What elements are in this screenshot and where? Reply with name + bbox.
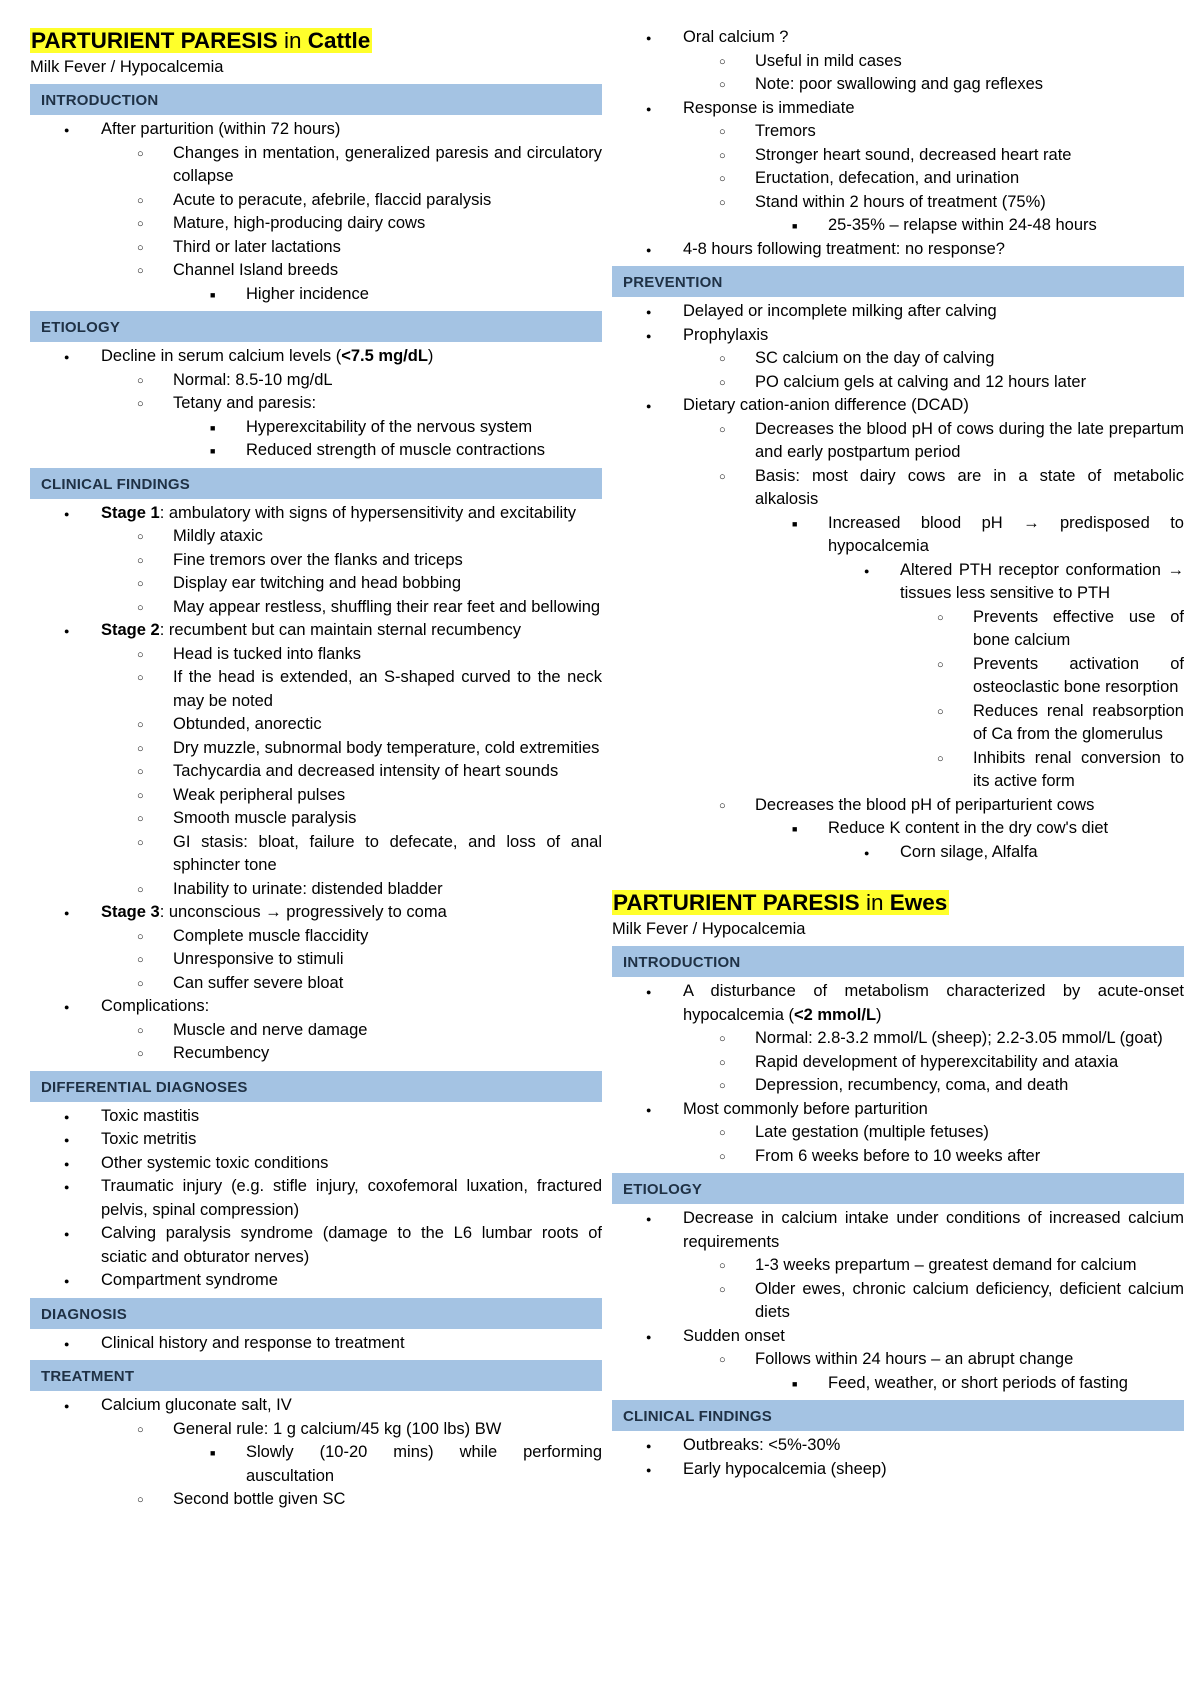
list-item-text: Depression, recumbency, coma, and death (755, 1076, 1069, 1094)
cattle-diagnosis-list (30, 1332, 602, 1356)
list-item-emphasis: <7.5 mg/dL (341, 347, 428, 365)
disc-bullet-icon (646, 324, 651, 349)
disc-bullet-icon (864, 841, 869, 866)
circle-bullet-icon (137, 972, 144, 997)
list-item-text: Altered PTH receptor conformation → tissues less sensitive to PTH (900, 560, 1184, 602)
list-item (30, 1105, 602, 1129)
list-item-text: Late gestation (multiple fetuses) (755, 1123, 989, 1141)
circle-bullet-icon (719, 191, 726, 216)
ewes-introduction-header: INTRODUCTION (612, 946, 1184, 977)
circle-bullet-icon (137, 369, 144, 394)
list-item-text: Traumatic injury (e.g. stifle injury, coxofemoral luxation, fractured pelvis, spinal compression) (101, 1177, 602, 1219)
disc-bullet-icon (646, 300, 651, 325)
list-item (612, 559, 1184, 606)
disc-bullet-icon (646, 1458, 651, 1483)
ewes-etiology-header: ETIOLOGY (612, 1173, 1184, 1204)
list-item-text: Stronger heart sound, decreased heart rate (755, 145, 1072, 164)
list-item-text: Dry muzzle, subnormal body temperature, cold extremities (173, 738, 600, 757)
disc-bullet-icon (646, 26, 651, 51)
list-item (30, 236, 602, 260)
list-item (612, 324, 1184, 348)
list-item-text: Rapid development of hyperexcitability and ataxia (755, 1052, 1119, 1071)
circle-bullet-icon (137, 737, 144, 762)
list-item-text: Reduced strength of muscle contractions (246, 441, 545, 459)
list-item (612, 214, 1184, 238)
list-item (612, 1325, 1184, 1349)
list-item (30, 925, 602, 949)
disc-bullet-icon (646, 97, 651, 122)
circle-bullet-icon (137, 525, 144, 550)
list-item (612, 1348, 1184, 1372)
list-item-text: Can suffer severe bloat (173, 973, 344, 992)
circle-bullet-icon (719, 371, 726, 396)
circle-bullet-icon (137, 189, 144, 214)
list-item (30, 901, 602, 925)
list-item (30, 596, 602, 620)
list-item (612, 1207, 1184, 1254)
list-item (30, 831, 602, 878)
list-item (30, 525, 602, 549)
list-item-text: Obtunded, anorectic (173, 715, 322, 733)
list-item-text: ) (876, 1005, 882, 1024)
circle-bullet-icon (137, 596, 144, 621)
list-item (30, 1269, 602, 1293)
circle-bullet-icon (719, 418, 726, 443)
ewes-title-main: PARTURIENT PARESIS (613, 890, 860, 915)
disc-bullet-icon (64, 1269, 69, 1294)
disc-bullet-icon (646, 238, 651, 263)
list-item (30, 142, 602, 189)
circle-bullet-icon (719, 1278, 726, 1303)
list-item (30, 1222, 602, 1269)
list-item (612, 418, 1184, 465)
list-item (612, 1051, 1184, 1075)
list-item (612, 1458, 1184, 1482)
circle-bullet-icon (719, 144, 726, 169)
circle-bullet-icon (137, 784, 144, 809)
list-item-text: Feed, weather, or short periods of fasting (828, 1373, 1128, 1392)
disc-bullet-icon (64, 995, 69, 1020)
disc-bullet-icon (64, 901, 69, 926)
circle-bullet-icon (137, 925, 144, 950)
list-item-text: From 6 weeks before to 10 weeks after (755, 1146, 1041, 1165)
disc-bullet-icon (64, 1128, 69, 1153)
square-bullet-icon (210, 1441, 215, 1466)
circle-bullet-icon (137, 549, 144, 574)
list-item (612, 1074, 1184, 1098)
cattle-diagnosis-header: DIAGNOSIS (30, 1298, 602, 1329)
circle-bullet-icon (719, 1051, 726, 1076)
list-item-text: Muscle and nerve damage (173, 1020, 368, 1039)
cattle-prevention-list (612, 300, 1184, 864)
cattle-title-species: Cattle (307, 28, 371, 53)
list-item-text: Acute to peracute, afebrile, flaccid paralysis (173, 190, 492, 209)
ewes-etiology-list (612, 1207, 1184, 1395)
ewes-clinical-findings-list (612, 1434, 1184, 1481)
ewes-title-in: in (859, 890, 890, 915)
list-item-text: Most commonly before parturition (683, 1099, 928, 1118)
list-item-text: Oral calcium ? (683, 28, 789, 46)
list-item (30, 666, 602, 713)
list-item-text: Tremors (755, 122, 816, 140)
list-item-text: Weak peripheral pulses (173, 785, 346, 804)
circle-bullet-icon (719, 1254, 726, 1279)
list-item-text: Response is immediate (683, 98, 855, 117)
circle-bullet-icon (137, 1488, 144, 1513)
list-item (612, 26, 1184, 50)
list-item (612, 794, 1184, 818)
list-item-text: Dietary cation-anion difference (DCAD) (683, 396, 969, 414)
disc-bullet-icon (864, 559, 869, 584)
square-bullet-icon (210, 416, 215, 441)
list-item (612, 1121, 1184, 1145)
list-item (612, 191, 1184, 215)
disc-bullet-icon (646, 1207, 651, 1232)
list-item (612, 50, 1184, 74)
list-item-text: Hyperexcitability of the nervous system (246, 417, 533, 436)
list-item (612, 73, 1184, 97)
list-item (612, 747, 1184, 794)
list-item-text: Stand within 2 hours of treatment (75%) (755, 192, 1046, 211)
list-item (30, 572, 602, 596)
circle-bullet-icon (719, 1145, 726, 1170)
list-item-text: Early hypocalcemia (sheep) (683, 1459, 887, 1478)
section-gap (612, 864, 1184, 888)
list-item-text: Inhibits renal conversion to its active form (973, 748, 1184, 790)
circle-bullet-icon (937, 606, 944, 631)
circle-bullet-icon (137, 643, 144, 668)
list-item-text: 4-8 hours following treatment: no response? (683, 239, 1005, 258)
circle-bullet-icon (719, 1121, 726, 1146)
list-item-text: Complete muscle flaccidity (173, 926, 369, 945)
right-column (612, 26, 1184, 1481)
list-item (612, 1145, 1184, 1169)
cattle-etiology-header: ETIOLOGY (30, 311, 602, 342)
circle-bullet-icon (137, 572, 144, 597)
circle-bullet-icon (937, 700, 944, 725)
list-item-text: Prevents activation of osteoclastic bone resorption (973, 654, 1184, 696)
circle-bullet-icon (137, 713, 144, 738)
list-item (30, 283, 602, 307)
list-item-text: Changes in mentation, generalized paresis and circulatory collapse (173, 143, 602, 185)
cattle-differential-diagnoses-header: DIFFERENTIAL DIAGNOSES (30, 1071, 602, 1102)
circle-bullet-icon (719, 1074, 726, 1099)
square-bullet-icon (792, 512, 797, 537)
circle-bullet-icon (719, 465, 726, 490)
list-item (612, 1278, 1184, 1325)
list-item-text: Outbreaks: <5%-30% (683, 1436, 841, 1454)
circle-bullet-icon (137, 1042, 144, 1067)
list-item-emphasis: Stage 2 (101, 621, 160, 639)
list-item (30, 760, 602, 784)
list-item-text: Mature, high-producing dairy cows (173, 214, 426, 232)
list-item (30, 1019, 602, 1043)
circle-bullet-icon (719, 794, 726, 819)
list-item (612, 347, 1184, 371)
list-item-text: Corn silage, Alfalfa (900, 842, 1038, 861)
ewes-introduction-list (612, 980, 1184, 1168)
list-item-text: 1-3 weeks prepartum – greatest demand for calcium (755, 1256, 1137, 1274)
cattle-differential-diagnoses-list (30, 1105, 602, 1293)
list-item-emphasis: Stage 3 (101, 903, 160, 921)
cattle-etiology-list (30, 345, 602, 463)
ewes-clinical-findings-header: CLINICAL FINDINGS (612, 1400, 1184, 1431)
list-item (612, 120, 1184, 144)
list-item (30, 1332, 602, 1356)
list-item-text: Inability to urinate: distended bladder (173, 879, 443, 898)
circle-bullet-icon (137, 807, 144, 832)
list-item-text: Complications: (101, 997, 210, 1015)
list-item (30, 416, 602, 440)
disc-bullet-icon (646, 394, 651, 419)
list-item-text: GI stasis: bloat, failure to defecate, and loss of anal sphincter tone (173, 832, 602, 874)
list-item (30, 1152, 602, 1176)
list-item-text: Tachycardia and decreased intensity of heart sounds (173, 762, 559, 780)
circle-bullet-icon (137, 948, 144, 973)
list-item-text: SC calcium on the day of calving (755, 349, 995, 367)
disc-bullet-icon (64, 118, 69, 143)
circle-bullet-icon (137, 1418, 144, 1443)
cattle-treatment-continued-list (612, 26, 1184, 261)
list-item-text: Head is tucked into flanks (173, 644, 362, 663)
list-item-text: Tetany and paresis: (173, 394, 317, 412)
list-item (612, 465, 1184, 512)
square-bullet-icon (210, 283, 215, 308)
circle-bullet-icon (137, 831, 144, 856)
list-item-text: Delayed or incomplete milking after calving (683, 302, 997, 320)
disc-bullet-icon (64, 502, 69, 527)
circle-bullet-icon (719, 50, 726, 75)
list-item-text: Normal: 8.5-10 mg/dL (173, 370, 333, 389)
list-item (30, 807, 602, 831)
list-item-text: Useful in mild cases (755, 51, 902, 70)
left-column (30, 26, 602, 1512)
list-item (30, 212, 602, 236)
list-item (30, 995, 602, 1019)
list-item-text: Mildly ataxic (173, 527, 263, 545)
list-item-text: Second bottle given SC (173, 1490, 346, 1508)
circle-bullet-icon (937, 653, 944, 678)
list-item-text: ) (427, 347, 434, 365)
list-item (30, 878, 602, 902)
list-item-text: Basis: most dairy cows are in a state of metabolic alkalosis (755, 466, 1184, 508)
disc-bullet-icon (64, 345, 69, 370)
list-item (30, 1128, 602, 1152)
list-item (30, 1394, 602, 1418)
list-item-text: Higher incidence (246, 284, 369, 303)
list-item (30, 1042, 602, 1066)
list-item-text: Prevents effective use of bone calcium (973, 607, 1184, 649)
cattle-treatment-header: TREATMENT (30, 1360, 602, 1391)
cattle-title (30, 26, 602, 55)
disc-bullet-icon (64, 1152, 69, 1177)
list-item-text: General rule: 1 g calcium/45 kg (100 lbs) BW (173, 1419, 502, 1438)
cattle-subtitle: Milk Fever / Hypocalcemia (30, 58, 224, 76)
list-item-text: : ambulatory with signs of hypersensitivity and excitability (159, 503, 577, 522)
list-item-text: May appear restless, shuffling their rear feet and bellowing (173, 597, 601, 616)
list-item-text: Smooth muscle paralysis (173, 809, 357, 827)
list-item (30, 643, 602, 667)
cattle-title-main: PARTURIENT PARESIS (31, 28, 278, 53)
list-item-text: Follows within 24 hours – an abrupt change (755, 1350, 1074, 1368)
list-item (612, 1434, 1184, 1458)
list-item-text: Increased blood pH → predisposed to hypocalcemia (828, 513, 1184, 555)
list-item-text: Fine tremors over the flanks and triceps (173, 550, 463, 569)
list-item-emphasis: Stage 1 (101, 503, 160, 522)
list-item (612, 1027, 1184, 1051)
list-item (612, 371, 1184, 395)
circle-bullet-icon (719, 1348, 726, 1373)
circle-bullet-icon (137, 259, 144, 284)
list-item-text: Unresponsive to stimuli (173, 950, 344, 968)
list-item (612, 606, 1184, 653)
disc-bullet-icon (64, 1105, 69, 1130)
disc-bullet-icon (64, 1175, 69, 1200)
list-item (30, 189, 602, 213)
list-item (612, 1098, 1184, 1122)
list-item (612, 980, 1184, 1027)
list-item-text: PO calcium gels at calving and 12 hours later (755, 372, 1087, 391)
list-item (30, 549, 602, 573)
cattle-clinical-findings-list (30, 502, 602, 1066)
list-item (612, 817, 1184, 841)
list-item-text: Slowly (10-20 mins) while performing auscultation (246, 1443, 602, 1485)
disc-bullet-icon (646, 1434, 651, 1459)
list-item-text: 25-35% – relapse within 24-48 hours (828, 216, 1097, 234)
disc-bullet-icon (646, 980, 651, 1005)
cattle-clinical-findings-header: CLINICAL FINDINGS (30, 468, 602, 499)
list-item (30, 345, 602, 369)
list-item (612, 700, 1184, 747)
list-item-text: Recumbency (173, 1044, 270, 1062)
list-item (30, 392, 602, 416)
list-item-text: Other systemic toxic conditions (101, 1153, 329, 1172)
list-item (30, 713, 602, 737)
square-bullet-icon (792, 1372, 797, 1397)
cattle-title-in: in (277, 28, 308, 53)
list-item-text: Toxic mastitis (101, 1106, 200, 1125)
disc-bullet-icon (64, 1394, 69, 1419)
list-item-text: Eructation, defecation, and urination (755, 169, 1020, 187)
list-item (30, 1441, 602, 1488)
list-item-text: Note: poor swallowing and gag reflexes (755, 75, 1044, 93)
list-item (30, 259, 602, 283)
ewes-subtitle: Milk Fever / Hypocalcemia (612, 920, 806, 938)
circle-bullet-icon (137, 142, 144, 167)
disc-bullet-icon (64, 619, 69, 644)
square-bullet-icon (792, 817, 797, 842)
cattle-prevention-header: PREVENTION (612, 266, 1184, 297)
circle-bullet-icon (137, 1019, 144, 1044)
list-item (612, 167, 1184, 191)
circle-bullet-icon (137, 212, 144, 237)
list-item (612, 300, 1184, 324)
list-item (30, 502, 602, 526)
list-item (612, 841, 1184, 865)
list-item (30, 948, 602, 972)
cattle-treatment-list (30, 1394, 602, 1512)
circle-bullet-icon (137, 392, 144, 417)
circle-bullet-icon (719, 347, 726, 372)
list-item-text: Decrease in calcium intake under conditions of increased calcium requirements (683, 1209, 1184, 1251)
circle-bullet-icon (137, 760, 144, 785)
list-item (612, 1372, 1184, 1396)
list-item-text: Decreases the blood pH of cows during the late prepartum and early postpartum period (755, 419, 1184, 461)
list-item-text: Older ewes, chronic calcium deficiency, deficient calcium diets (755, 1279, 1184, 1321)
list-item (30, 439, 602, 463)
list-item-text: A disturbance of metabolism characterized by acute-onset hypocalcemia ( (683, 982, 1184, 1024)
list-item (30, 1418, 602, 1442)
disc-bullet-icon (646, 1098, 651, 1123)
disc-bullet-icon (64, 1222, 69, 1247)
list-item (30, 369, 602, 393)
disc-bullet-icon (64, 1332, 69, 1357)
list-item (30, 1488, 602, 1512)
list-item-text: Decreases the blood pH of periparturient cows (755, 795, 1095, 814)
circle-bullet-icon (719, 1027, 726, 1052)
list-item-text: : unconscious → progressively to coma (159, 903, 447, 921)
list-item-text: Calving paralysis syndrome (damage to the L6 lumbar roots of sciatic and obturator nerves) (101, 1224, 602, 1266)
list-item (612, 1254, 1184, 1278)
square-bullet-icon (210, 439, 215, 464)
list-item-text: Reduces renal reabsorption of Ca from the glomerulus (973, 701, 1184, 743)
list-item (612, 512, 1184, 559)
cattle-introduction-header: INTRODUCTION (30, 84, 602, 115)
list-item (30, 972, 602, 996)
list-item (612, 653, 1184, 700)
list-item (30, 737, 602, 761)
list-item-text: Toxic metritis (101, 1130, 197, 1148)
list-item-text: Decline in serum calcium levels ( (101, 347, 342, 365)
cattle-introduction-list (30, 118, 602, 306)
list-item-text: : recumbent but can maintain sternal recumbency (159, 621, 522, 639)
list-item-text: Normal: 2.8-3.2 mmol/L (sheep); 2.2-3.05 mmol/L (goat) (755, 1029, 1163, 1047)
list-item-text: Reduce K content in the dry cow's diet (828, 819, 1109, 837)
list-item (30, 619, 602, 643)
list-item (30, 1175, 602, 1222)
list-item-text: If the head is extended, an S-shaped curved to the neck may be noted (173, 668, 602, 710)
circle-bullet-icon (137, 666, 144, 691)
list-item (30, 784, 602, 808)
circle-bullet-icon (719, 167, 726, 192)
circle-bullet-icon (937, 747, 944, 772)
list-item-text: Display ear twitching and head bobbing (173, 574, 462, 592)
list-item (612, 144, 1184, 168)
ewes-title-species: Ewes (889, 890, 948, 915)
circle-bullet-icon (137, 878, 144, 903)
list-item-text: Prophylaxis (683, 325, 769, 344)
list-item (30, 118, 602, 142)
list-item-text: Third or later lactations (173, 237, 341, 256)
list-item-text: After parturition (within 72 hours) (101, 120, 341, 138)
list-item-text: Channel Island breeds (173, 261, 339, 279)
list-item-text: Clinical history and response to treatment (101, 1333, 405, 1352)
circle-bullet-icon (719, 120, 726, 145)
square-bullet-icon (792, 214, 797, 239)
circle-bullet-icon (137, 236, 144, 261)
circle-bullet-icon (719, 73, 726, 98)
list-item-emphasis: <2 mmol/L (793, 1005, 877, 1024)
list-item-text: Compartment syndrome (101, 1271, 278, 1289)
list-item (612, 394, 1184, 418)
disc-bullet-icon (646, 1325, 651, 1350)
list-item-text: Sudden onset (683, 1326, 785, 1345)
ewes-title (612, 888, 1184, 917)
list-item (612, 238, 1184, 262)
list-item-text: Calcium gluconate salt, IV (101, 1396, 292, 1414)
list-item (612, 97, 1184, 121)
